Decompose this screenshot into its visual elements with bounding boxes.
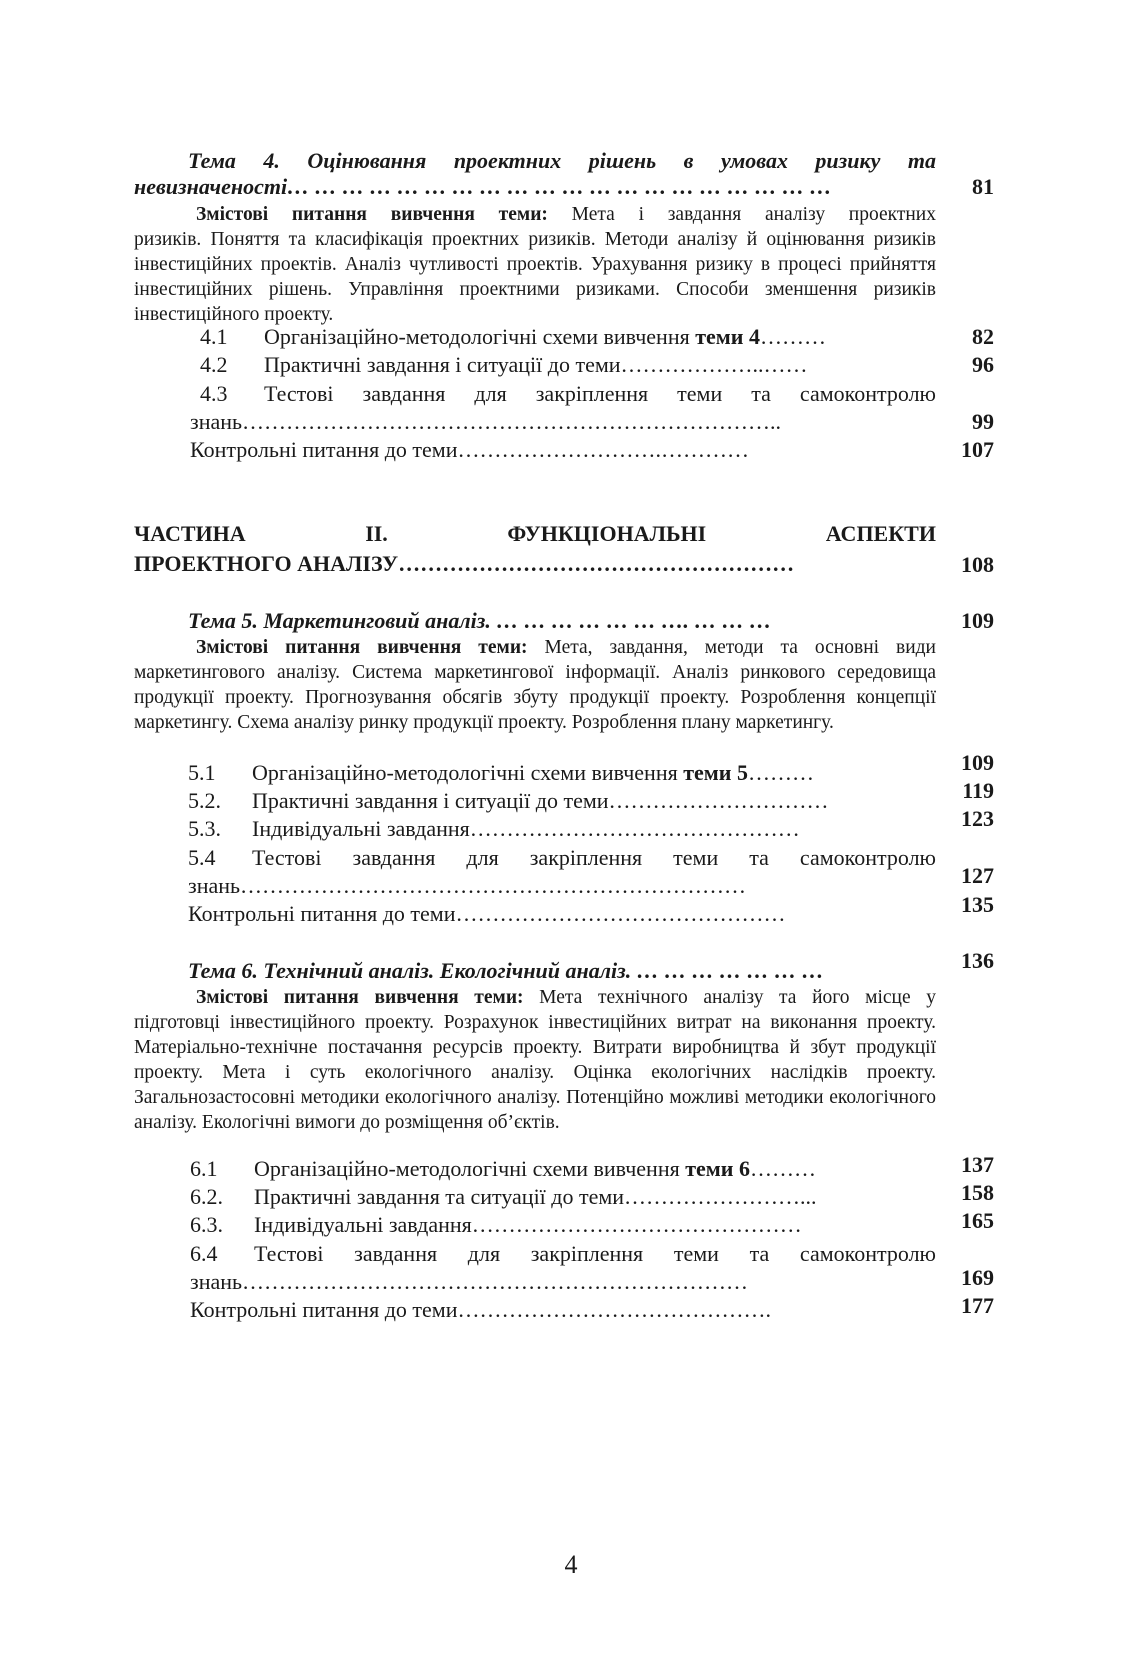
topic6-control-page: 177 <box>961 1293 994 1318</box>
part2-word-d: АСПЕКТИ <box>825 521 936 546</box>
item-number: 6.2. <box>190 1184 223 1209</box>
topic4-item-2-page: 96 <box>972 352 994 377</box>
item-number: 4.3 <box>200 381 228 406</box>
topic5-desc-rest: маркетингового аналізу. Система маркетингової інформації. Аналіз ринкового середовища продукції проекту. Прогнозування обсягів збуту продукції проекту. Розроблення концепції маркетингу. Схема аналізу ринку продукції проекту. Розроблення плану маркетингу. <box>134 662 936 733</box>
topic5-item-1-page: 109 <box>961 750 994 775</box>
topic4-page: 81 <box>972 174 994 199</box>
topic6-desc-rest: підготовці інвестиційного проекту. Розрахунок інвестиційних витрат на виконання проекту. Матеріально-технічне постачання ресурсів проекту. Витрати виробництва й збут продукції проекту. Мета і суть екологічного аналізу. Оцінка екологічних наслідків проекту. Загальнозастосовні методики екологічного аналізу. Потенційно можливі методики екологічного аналізу. Екологічні вимоги до розміщення об’єктів. <box>134 1012 936 1133</box>
item-dots: ……… <box>749 1156 816 1181</box>
topic5-control-questions: Контрольні питання до теми……………………………………… <box>188 901 786 926</box>
topic4-title-line1: Тема 4. Оцінювання проектних рішень в умовах ризику та <box>188 148 936 173</box>
topic6-item-4-page: 169 <box>961 1265 994 1290</box>
topic5-lead-rest: Мета, завдання, методи та основні види <box>527 637 936 658</box>
topic5-item-3 <box>188 816 924 842</box>
topic5-control-page: 135 <box>961 892 994 917</box>
item-text: Організаційно-методологічні схеми вивчення <box>252 760 684 785</box>
item-dots: ……… <box>759 324 826 349</box>
topic4-desc-rest: ризиків. Поняття та класифікація проектних ризиків. Методи аналізу й оцінювання ризиків інвестиційних проектів. Аналіз чутливості проектів. Урахування ризику в процесі прийняття інвестиційних рішень. Управління проектними ризиками. Способи зменшення ризиків інвестиційного проекту. <box>134 229 936 325</box>
topic4-control-page: 107 <box>961 437 994 462</box>
item-number: 5.2. <box>188 788 221 813</box>
topic5-item-2 <box>188 788 924 814</box>
item-text: Організаційно-методологічні схеми вивчення <box>254 1156 686 1181</box>
topic5-item-4 <box>188 845 936 871</box>
item-number: 6.3. <box>190 1212 223 1237</box>
topic6-lead-rest: Мета технічного аналізу та його місце у <box>523 987 937 1008</box>
item-number: 5.4 <box>188 845 216 870</box>
topic5-page: 109 <box>961 608 994 633</box>
topic6-item-4-cont: знань…………………………………………………………… <box>190 1269 749 1294</box>
topic5-item-1 <box>188 760 924 786</box>
item-number: 5.3. <box>188 816 221 841</box>
topic5-item-4-page: 127 <box>961 863 994 888</box>
item-number: 4.2 <box>200 352 228 377</box>
item-number: 5.1 <box>188 760 216 785</box>
item-text: Тестові завдання для закріплення теми та самоконтролю <box>264 381 936 406</box>
item-number: 6.4 <box>190 1241 218 1266</box>
topic5-item-3-page: 123 <box>961 806 994 831</box>
topic6-item-2-page: 158 <box>961 1180 994 1205</box>
topic4-item-3-cont: знань……………………………………………………………….. <box>190 409 782 434</box>
topic6-item-1-page: 137 <box>961 1152 994 1177</box>
part2-heading-line1 <box>134 520 936 548</box>
item-text: Тестові завдання для закріплення теми та самоконтролю <box>254 1241 936 1266</box>
item-text: Практичні завдання та ситуації до теми……………………... <box>254 1184 817 1209</box>
part2-page: 108 <box>961 552 994 577</box>
page-number: 4 <box>564 1550 578 1579</box>
topic6-item-1 <box>190 1156 926 1182</box>
topic6-page: 136 <box>961 948 994 973</box>
topic6-item-3-page: 165 <box>961 1208 994 1233</box>
topic5-description <box>134 635 936 735</box>
topic6-item-3 <box>190 1212 926 1238</box>
topic4-item-1 <box>200 324 936 350</box>
item-text: Практичні завдання і ситуації до теми………………..…… <box>264 352 808 377</box>
topic6-item-2 <box>190 1184 926 1210</box>
part2-word-a: ЧАСТИНА <box>134 521 246 546</box>
topic5-item-4-cont: знань…………………………………………………………… <box>188 873 747 898</box>
topic4-title-line2: невизначеності… … … … … … … … … … … … … … … … … … … … <box>134 174 832 199</box>
topic6-description <box>134 985 936 1135</box>
item-text: Індивідуальні завдання……………………………………… <box>252 816 800 841</box>
topic4-description <box>134 202 936 327</box>
item-bold: теми 5 <box>683 760 748 785</box>
topic4-item-3 <box>200 381 936 407</box>
part2-word-c: ФУНКЦІОНАЛЬНІ <box>507 521 707 546</box>
item-text: Практичні завдання і ситуації до теми………………………… <box>252 788 829 813</box>
item-bold: теми 4 <box>695 324 760 349</box>
topic5-item-2-page: 119 <box>962 778 994 803</box>
topic4-lead-bold: Змістові питання вивчення теми: <box>196 204 548 225</box>
item-bold: теми 6 <box>685 1156 750 1181</box>
topic4-control-questions: Контрольні питання до теми……………………….………… <box>190 437 749 462</box>
topic6-title: Тема 6. Технічний аналіз. Екологічний аналіз. … … … … … … … <box>188 958 824 983</box>
item-text: Тестові завдання для закріплення теми та самоконтролю <box>252 845 936 870</box>
item-number: 6.1 <box>190 1156 218 1181</box>
topic5-title: Тема 5. Маркетинговий аналіз. … … … … … … …. … … … <box>188 608 772 633</box>
item-number: 4.1 <box>200 324 228 349</box>
topic6-item-4 <box>190 1241 936 1267</box>
topic6-lead-bold: Змістові питання вивчення теми: <box>196 987 524 1008</box>
topic4-item-3-page: 99 <box>972 409 994 434</box>
part2-word-b: ІІ. <box>365 521 388 546</box>
topic6-control-questions: Контрольні питання до теми……………………………………. <box>190 1297 771 1322</box>
item-text: Організаційно-методологічні схеми вивчення <box>264 324 696 349</box>
topic5-lead-bold: Змістові питання вивчення теми: <box>196 637 528 658</box>
part2-heading-line2: ПРОЕКТНОГО АНАЛІЗУ……………………………………………… <box>134 551 795 576</box>
topic4-item-1-page: 82 <box>972 324 994 349</box>
topic4-lead-rest: Мета і завдання аналізу проектних <box>547 204 936 225</box>
item-text: Індивідуальні завдання……………………………………… <box>254 1212 802 1237</box>
item-dots: ……… <box>747 760 814 785</box>
topic4-item-2 <box>200 352 936 378</box>
